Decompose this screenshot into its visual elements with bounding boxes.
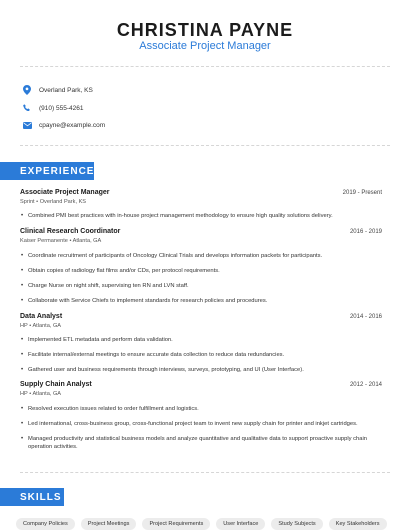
job-bullet: • Combined PMI best practices with in-house project management methodology to ensure high quality solutions delivery. (20, 212, 368, 220)
job-location: Atlanta, GA (32, 391, 62, 397)
job-title: Clinical Research Coordinator (20, 228, 121, 235)
skill-chip: Key Stakeholders (329, 518, 387, 530)
divider (20, 472, 390, 473)
divider (20, 66, 390, 67)
job-location: Atlanta, GA (32, 323, 62, 329)
job-bullet: • Resolved execution issues related to order fulfillment and logistics. (20, 405, 368, 413)
job-entry (20, 228, 382, 244)
job-title-headline: Associate Project Manager (139, 40, 271, 52)
email-text[interactable]: cpayne@example.com (39, 121, 106, 129)
employer: HP (20, 391, 28, 397)
contact-phone (22, 101, 83, 115)
job-dates: 2019 - Present (342, 190, 382, 196)
skills-list (16, 518, 387, 530)
employer: Kaiser Permanente (20, 238, 68, 244)
job-entry (20, 313, 382, 329)
job-title: Supply Chain Analyst (20, 381, 92, 388)
job-bullet: • Charge Nurse on night shift, supervising ten RN and LVN staff. (20, 282, 368, 290)
candidate-name: CHRISTINA PAYNE (116, 20, 294, 40)
job-location: Atlanta, GA (72, 238, 102, 244)
skill-chip: Company Policies (16, 518, 75, 530)
job-location: Overland Park, KS (39, 199, 87, 205)
employer: HP (20, 323, 28, 329)
skill-chip: Project Meetings (81, 518, 137, 530)
job-title: Data Analyst (20, 313, 63, 320)
employer: Sprint (20, 199, 35, 205)
skill-chip: User Interface (216, 518, 265, 530)
job-entry (20, 381, 382, 397)
job-dates: 2016 - 2019 (349, 229, 382, 235)
job-employer-line: HP • Atlanta, GA (20, 391, 62, 397)
job-dates: 2014 - 2016 (349, 314, 382, 320)
job-employer-line: Kaiser Permanente • Atlanta, GA (20, 238, 102, 244)
location-text: Overland Park, KS (39, 86, 93, 94)
job-entry (20, 189, 382, 205)
job-bullet: • Implemented ETL metadata and perform data validation. (20, 336, 368, 344)
job-bullet: • Collaborate with Service Chiefs to implement standards for research policies and procedures. (20, 297, 368, 305)
job-employer-line: HP • Atlanta, GA (20, 323, 62, 329)
phone-icon (22, 102, 32, 114)
divider (20, 145, 390, 146)
skill-chip: Study Subjects (271, 518, 322, 530)
job-title: Associate Project Manager (20, 189, 110, 196)
contact-location (22, 83, 93, 97)
job-bullet: • Led international, cross-business group, cross-functional project team to invent new supply chain for printer and inkjet cartridges. (20, 420, 368, 428)
job-bullet: • Managed productivity and statistical business models and analyze quantitative and qualitative data to support proactive supply chain operation activities. (20, 435, 368, 451)
contact-email (22, 118, 105, 132)
experience-section-heading: EXPERIENCE (0, 162, 94, 180)
skills-section-heading: SKILLS (0, 488, 64, 506)
job-bullet: • Obtain copies of radiology flat films and/or CDs, per protocol requirements. (20, 267, 368, 275)
job-employer-line: Sprint • Overland Park, KS (20, 199, 87, 205)
job-bullet: • Gathered user and business requirements through interviews, surveys, prototyping, and UI (User Interface). (20, 366, 368, 374)
envelope-icon (22, 119, 32, 131)
phone-text: (910) 555-4261 (39, 104, 84, 112)
job-bullet: • Coordinate recruitment of participants of Oncology Clinical Trials and develops information packets for participants. (20, 252, 368, 260)
skill-chip: Project Requirements (142, 518, 210, 530)
job-bullet: • Facilitate internal/external meetings to ensure accurate data collection to reduce data redundancies. (20, 351, 368, 359)
job-dates: 2012 - 2014 (349, 382, 382, 388)
location-pin-icon (22, 84, 32, 96)
